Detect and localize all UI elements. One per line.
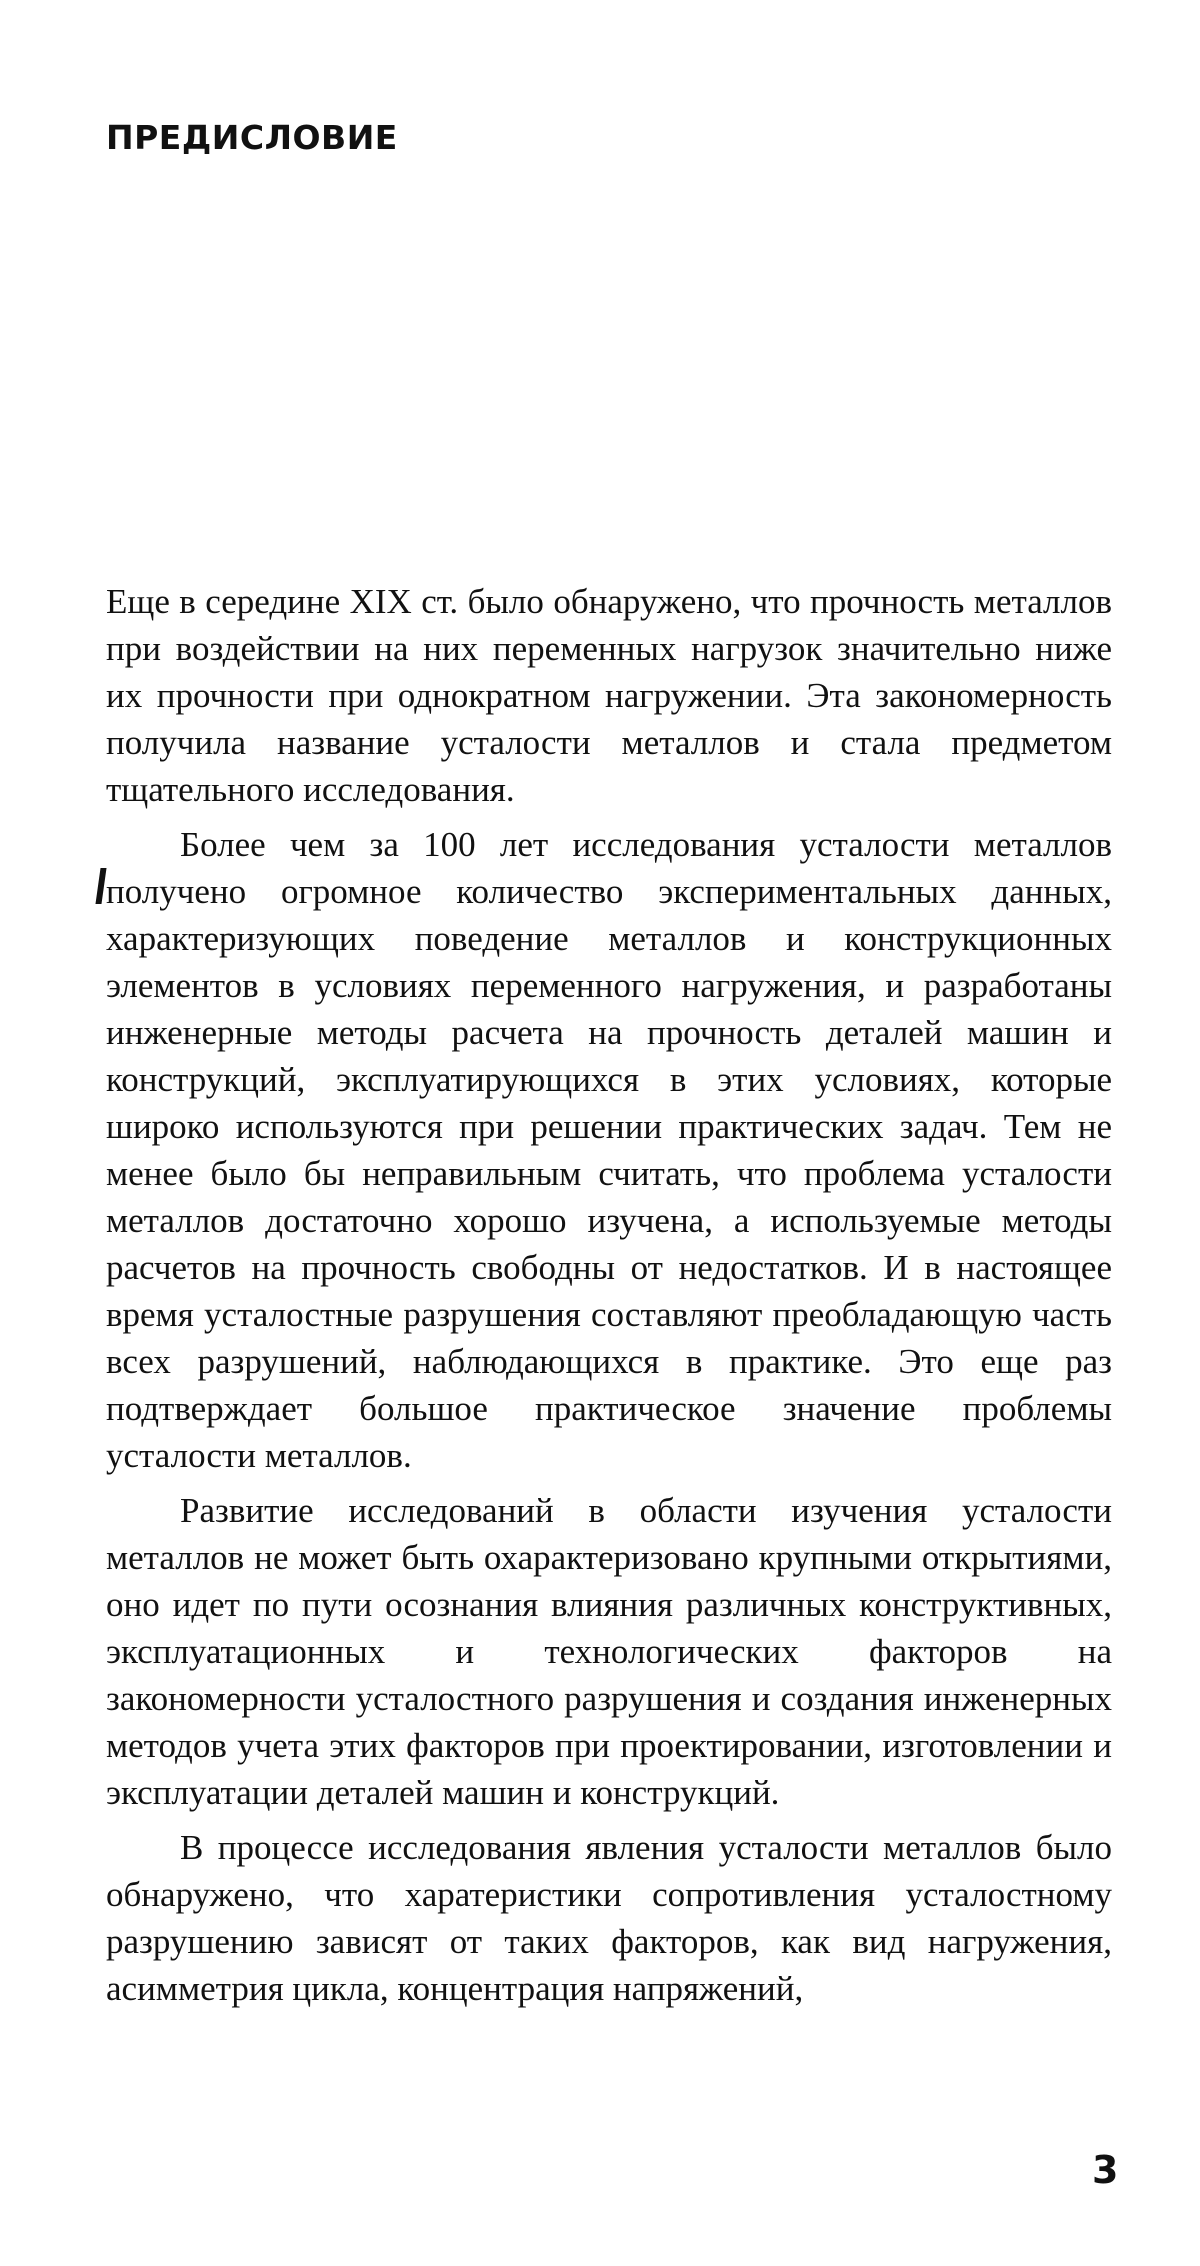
chapter-heading: ПРЕДИСЛОВИЕ <box>106 118 398 157</box>
paragraph-1: Еще в середине XIX ст. было обнаружено, что прочность металлов при воздействии на них переменных нагрузок значительно ниже их прочности при однократном нагружении. Эта закономерность получила название усталости металлов и стала предметом тщательного исследования. <box>106 582 1112 809</box>
paragraph-2: Более чем за 100 лет исследования усталости металлов получено огромное количество экспериментальных данных, характеризующих поведение металлов и конструкционных элементов в условиях переменного нагружения, и разработаны инженерные методы расчета на прочность деталей машин и конструкций, эксплуатирующихся в этих условиях, которые широко используются при решении практических задач. Тем не менее было бы неправильным считать, что проблема усталости металлов достаточно хорошо изучена, а используемые методы расчетов на прочность свободны от недостатков. И в настоящее время усталостные разрушения составляют преобладающую часть всех разрушений, наблюдающихся в практике. Это еще раз подтверждает большое практическое значение проблемы усталости металлов. <box>106 825 1112 1475</box>
margin-mark <box>95 868 106 904</box>
body-text <box>106 578 1112 2020</box>
paragraph-4: В процессе исследования явления усталости металлов было обнаружено, что харатеристики сопротивления усталостному разрушению зависят от таких факторов, как вид нагружения, асимметрия цикла, концентрация напряжений, <box>106 1828 1112 2008</box>
page-number: 3 <box>1092 2148 1119 2192</box>
paragraph-3: Развитие исследований в области изучения усталости металлов не может быть охарактеризовано крупными открытиями, оно идет по пути осознания влияния различных конструктивных, эксплуатационных и технологических факторов на закономерности усталостного разрушения и создания инженерных методов учета этих факторов при проектировании, изготовлении и эксплуатации деталей машин и конструкций. <box>106 1491 1112 1812</box>
